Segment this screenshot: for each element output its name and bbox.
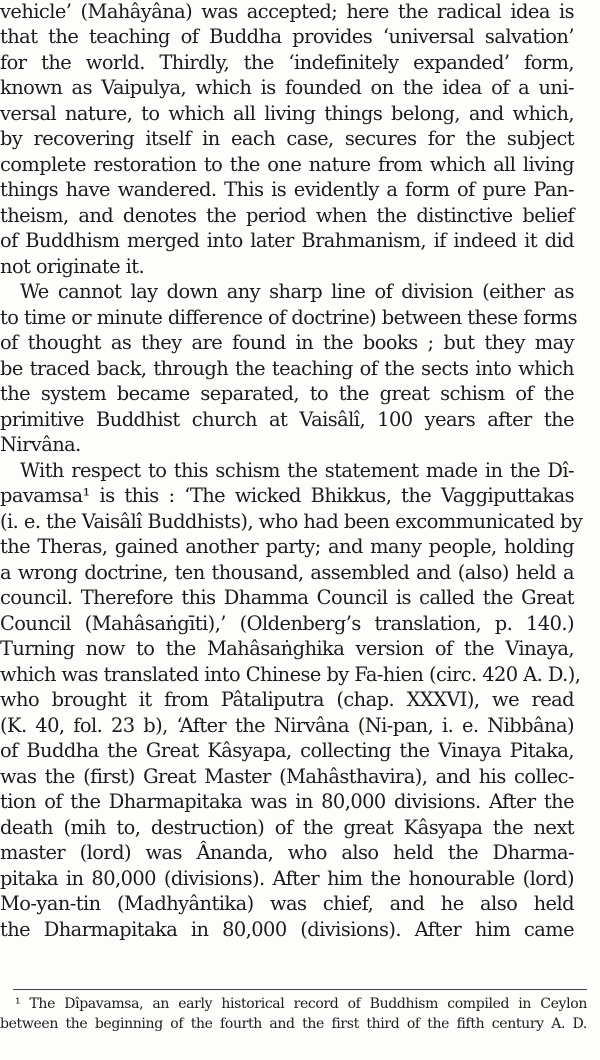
footnote-line: between the beginning of the fourth and the first third of the fifth century A. D.	[0, 1016, 587, 1032]
text-line: primitive Buddhist church at Vaisâlî, 100 years after the	[0, 408, 574, 431]
text-line: be traced back, through the teaching of the sects into which	[0, 357, 574, 380]
text-line: by recovering itself in each case, secures for the subject	[0, 127, 574, 150]
text-line: to time or minute difference of doctrine) between these forms	[0, 306, 577, 329]
text-line: complete restoration to the one nature from which all living	[0, 153, 574, 176]
text-line: Mo-yan-tin (Madhyântika) was chief, and he also held	[0, 892, 574, 915]
text-line: of Buddhism merged into later Brahmanism, if indeed it did	[0, 229, 574, 252]
text-line: not originate it.	[0, 255, 145, 278]
text-line: pavamsa¹ is this : ‘The wicked Bhikkus, the Vaggiputtakas	[0, 484, 574, 507]
text-line: Nirvâna.	[0, 433, 81, 456]
text-line: death (mih to, destruction) of the great Kâsyapa the next	[0, 816, 574, 839]
text-line: vehicle’ (Mahâyâna) was accepted; here the radical idea is	[0, 0, 574, 23]
text-line: who brought it from Pâtaliputra (chap. XXXVI), we read	[0, 688, 574, 711]
text-line: Turning now to the Mahâsaṅghika version of the Vinaya,	[0, 637, 574, 660]
text-line: master (lord) was Ânanda, who also held the Dharma-	[0, 841, 574, 864]
text-line: versal nature, to which all living things belong, and which,	[0, 102, 574, 125]
text-line: the Dharmapitaka in 80,000 (divisions). After him came	[0, 918, 574, 941]
text-line: the system became separated, to the great schism of the	[0, 382, 574, 405]
text-line: council. Therefore this Dhamma Council is called the Great	[0, 586, 574, 609]
paragraph-first-line: We cannot lay down any sharp line of division (either as	[20, 280, 574, 303]
text-line: the Theras, gained another party; and many people, holding	[0, 535, 574, 558]
text-line: Council (Mahâsaṅgīti),’ (Oldenberg’s translation, p. 140.)	[0, 612, 574, 635]
text-line: a wrong doctrine, ten thousand, assembled and (also) held a	[0, 561, 574, 584]
text-line: which was translated into Chinese by Fa-hien (circ. 420 A. D.),	[0, 663, 581, 686]
paragraph-first-line: With respect to this schism the statement made in the Dî-	[20, 459, 574, 482]
text-line: (i. e. the Vaisâlî Buddhists), who had been excommunicated by	[0, 510, 583, 533]
text-line: theism, and denotes the period when the distinctive belief	[0, 204, 574, 227]
text-line: things have wandered. This is evidently a form of pure Pan-	[0, 178, 574, 201]
footnote-line: ¹ The Dîpavamsa, an early historical record of Buddhism compiled in Ceylon	[15, 996, 587, 1012]
text-line: of thought as they are found in the books ; but they may	[0, 331, 574, 354]
text-line: pitaka in 80,000 (divisions). After him the honourable (lord)	[0, 867, 574, 890]
text-line: (K. 40, fol. 23 b), ‘After the Nirvâna (Ni-pan, i. e. Nibbâna)	[0, 714, 574, 737]
text-line: known as Vaipulya, which is founded on the idea of a uni-	[0, 76, 574, 99]
text-line: was the (first) Great Master (Mahâsthavira), and his collec-	[0, 765, 574, 788]
text-line: that the teaching of Buddha provides ‘universal salvation’	[0, 25, 574, 48]
text-line: of Buddha the Great Kâsyapa, collecting the Vinaya Pitaka,	[0, 739, 574, 762]
text-line: for the world. Thirdly, the ‘indefinitely expanded’ form,	[0, 51, 574, 74]
footnote-divider	[13, 989, 587, 990]
text-line: tion of the Dharmapitaka was in 80,000 divisions. After the	[0, 790, 574, 813]
